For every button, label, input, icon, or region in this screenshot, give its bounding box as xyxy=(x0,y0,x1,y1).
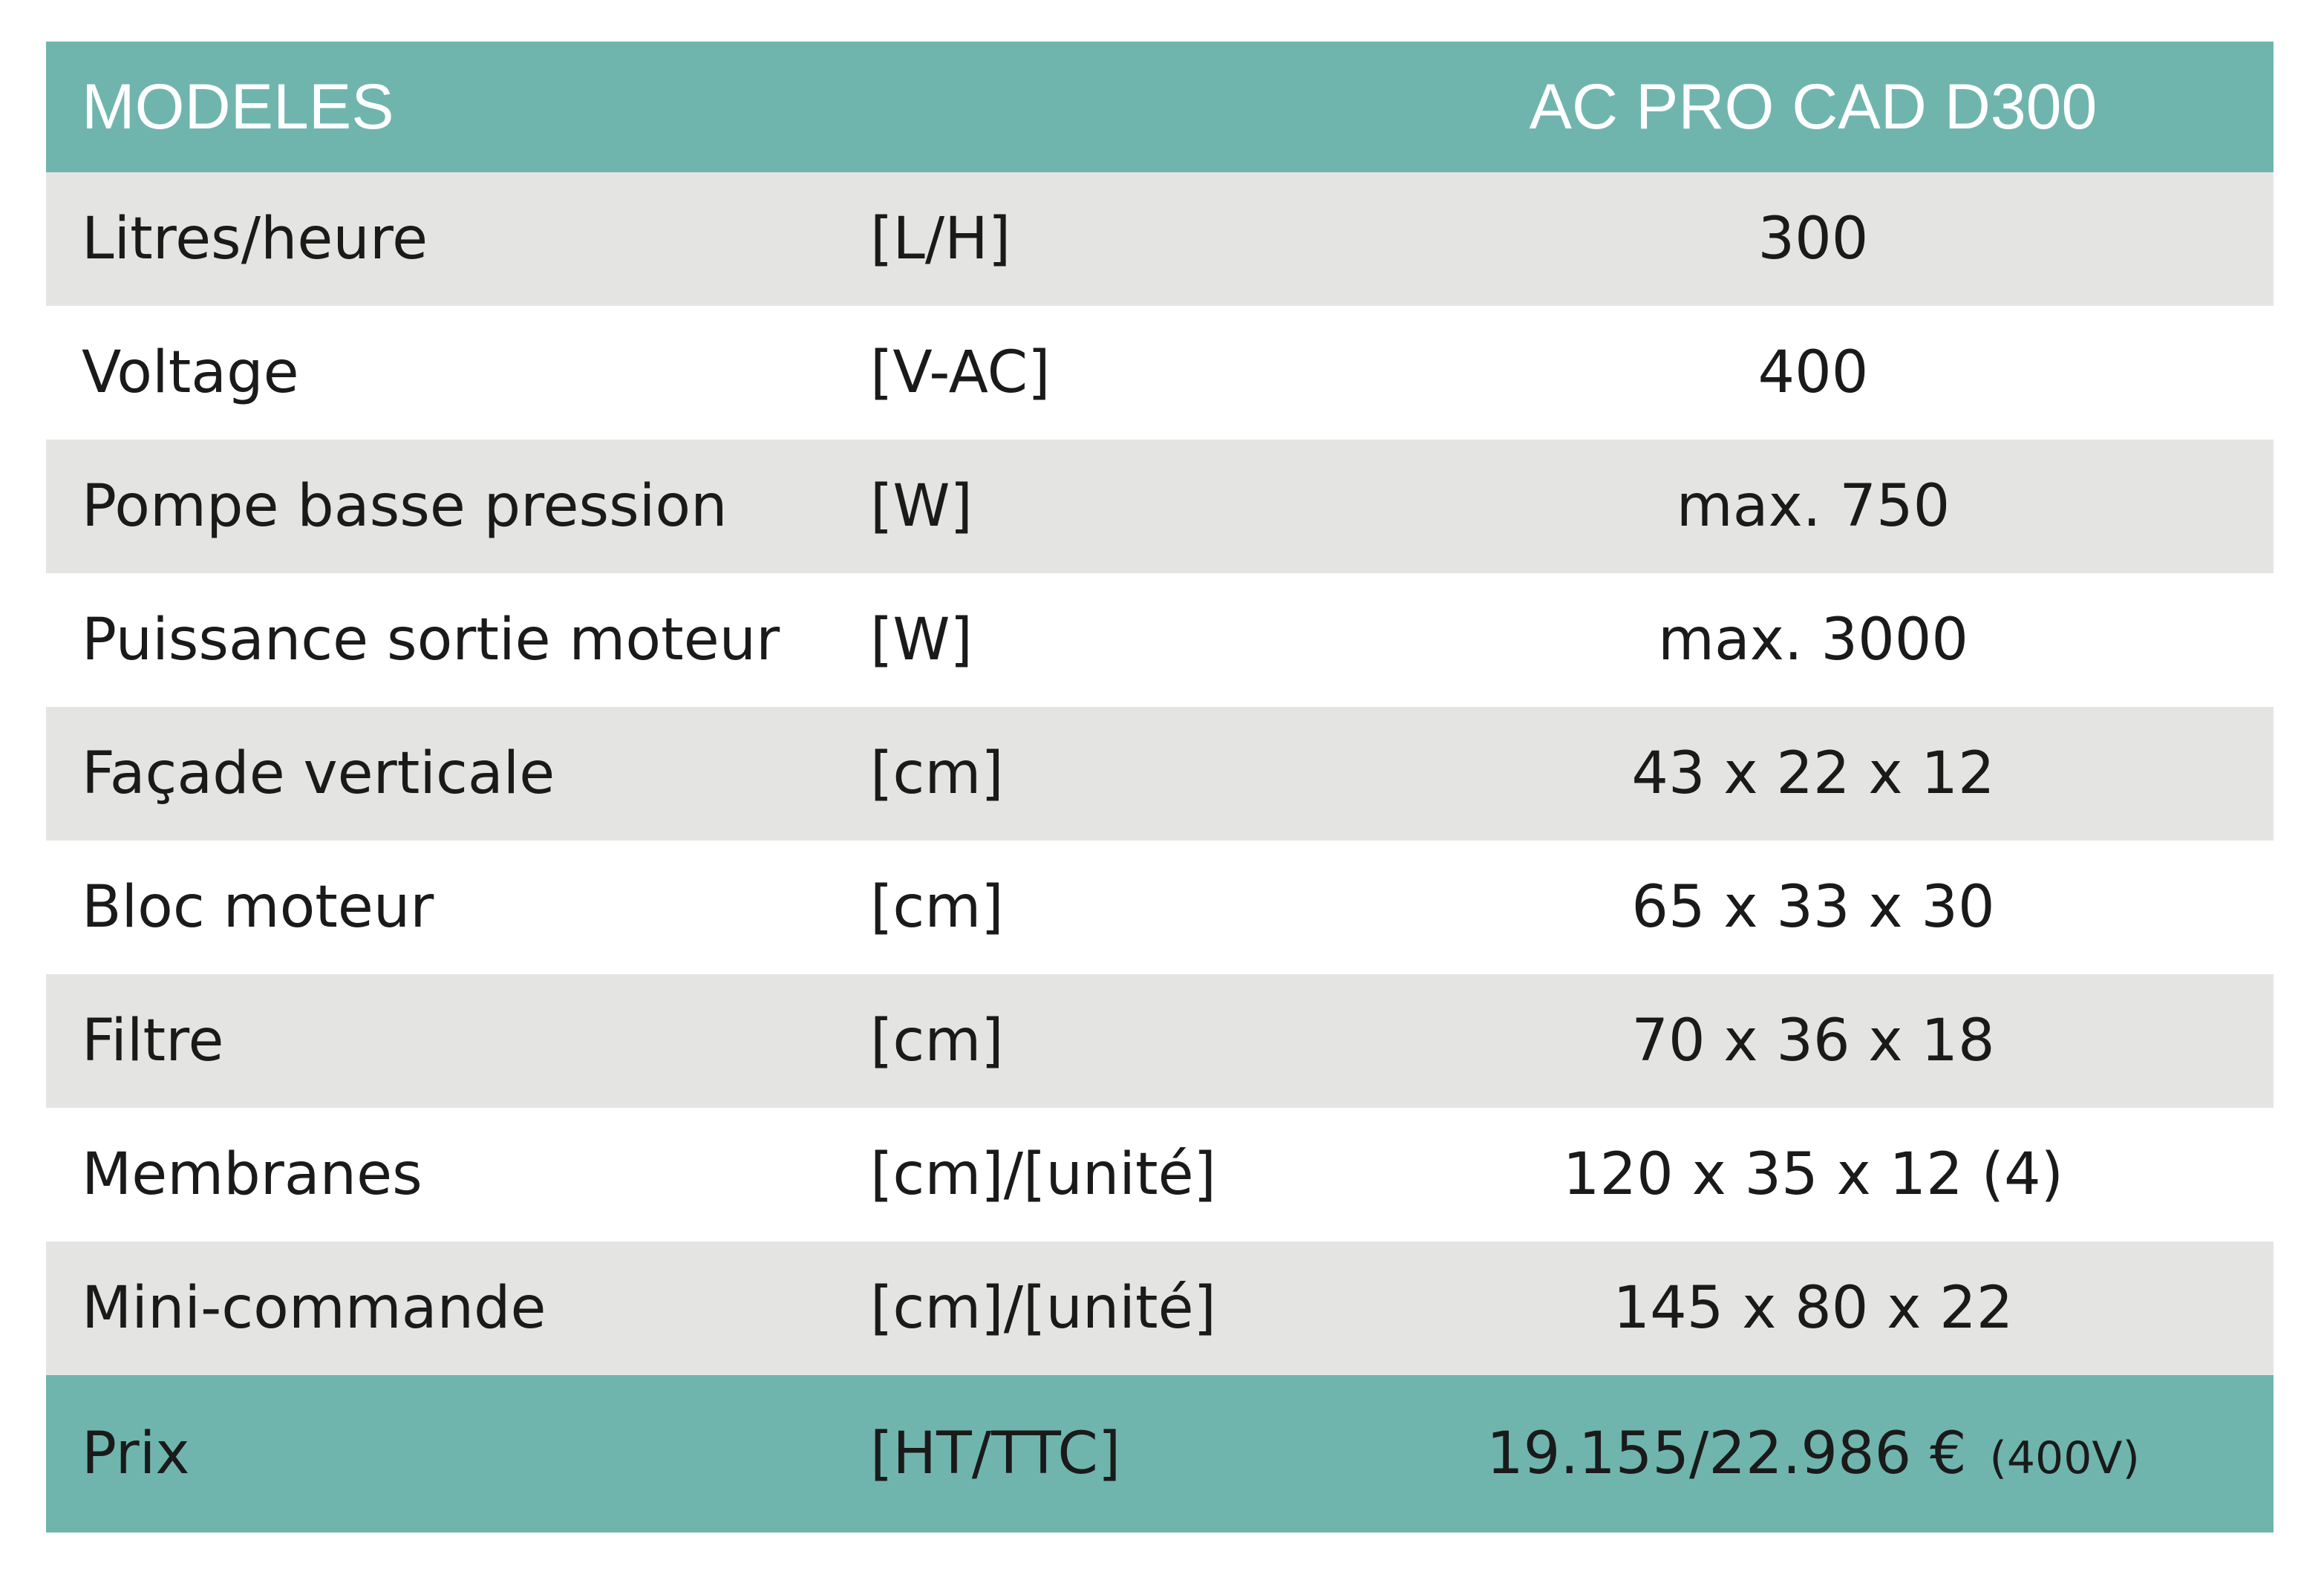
price-row xyxy=(46,1375,2274,1533)
row-label: Bloc moteur xyxy=(82,874,434,941)
row-value: max. 3000 xyxy=(1657,607,1969,673)
table-row xyxy=(46,841,2274,974)
row-unit: [V-AC] xyxy=(870,339,1051,406)
spec-table xyxy=(46,42,2274,1533)
table-row xyxy=(46,306,2274,440)
row-value: 43 x 22 x 12 xyxy=(1631,740,1995,807)
table-row xyxy=(46,172,2274,306)
row-value: 70 x 36 x 18 xyxy=(1631,1008,1995,1074)
row-unit: [L/H] xyxy=(870,206,1011,273)
table-row xyxy=(46,440,2274,573)
row-unit: [cm] xyxy=(870,740,1004,807)
row-value: max. 750 xyxy=(1676,473,1951,540)
row-value: 400 xyxy=(1757,339,1869,406)
table-row xyxy=(46,573,2274,707)
row-value: 300 xyxy=(1757,206,1869,273)
row-label: Filtre xyxy=(82,1008,224,1074)
table-header-row xyxy=(46,42,2274,172)
row-unit: [cm]/[unité] xyxy=(870,1275,1216,1342)
row-label: Litres/heure xyxy=(82,206,428,273)
table-row xyxy=(46,707,2274,841)
row-unit: [W] xyxy=(870,473,973,540)
price-voltage-note: (400V) xyxy=(1989,1432,2140,1484)
price-label: Prix xyxy=(82,1420,190,1487)
row-value: 145 x 80 x 22 xyxy=(1613,1275,2014,1342)
table-row xyxy=(46,1241,2274,1375)
row-value: 120 x 35 x 12 (4) xyxy=(1562,1141,2064,1208)
row-label: Voltage xyxy=(82,339,299,406)
row-unit: [W] xyxy=(870,607,973,673)
row-label: Façade verticale xyxy=(82,740,555,807)
header-label: MODELES xyxy=(82,71,394,143)
row-label: Mini-commande xyxy=(82,1275,546,1342)
row-label: Pompe basse pression xyxy=(82,473,728,540)
row-unit: [cm] xyxy=(870,874,1004,941)
row-label: Puissance sortie moteur xyxy=(82,607,780,673)
row-unit: [cm]/[unité] xyxy=(870,1141,1216,1208)
table-row xyxy=(46,974,2274,1108)
price-unit: [HT/TTC] xyxy=(870,1420,1121,1487)
row-unit: [cm] xyxy=(870,1008,1004,1074)
price-value-cell xyxy=(1390,1420,2236,1487)
header-model-name: AC PRO CAD D300 xyxy=(1529,71,2098,143)
row-label: Membranes xyxy=(82,1141,422,1208)
table-row xyxy=(46,1108,2274,1241)
price-value: 19.155/22.986 € xyxy=(1486,1420,1967,1487)
row-value: 65 x 33 x 30 xyxy=(1631,874,1995,941)
